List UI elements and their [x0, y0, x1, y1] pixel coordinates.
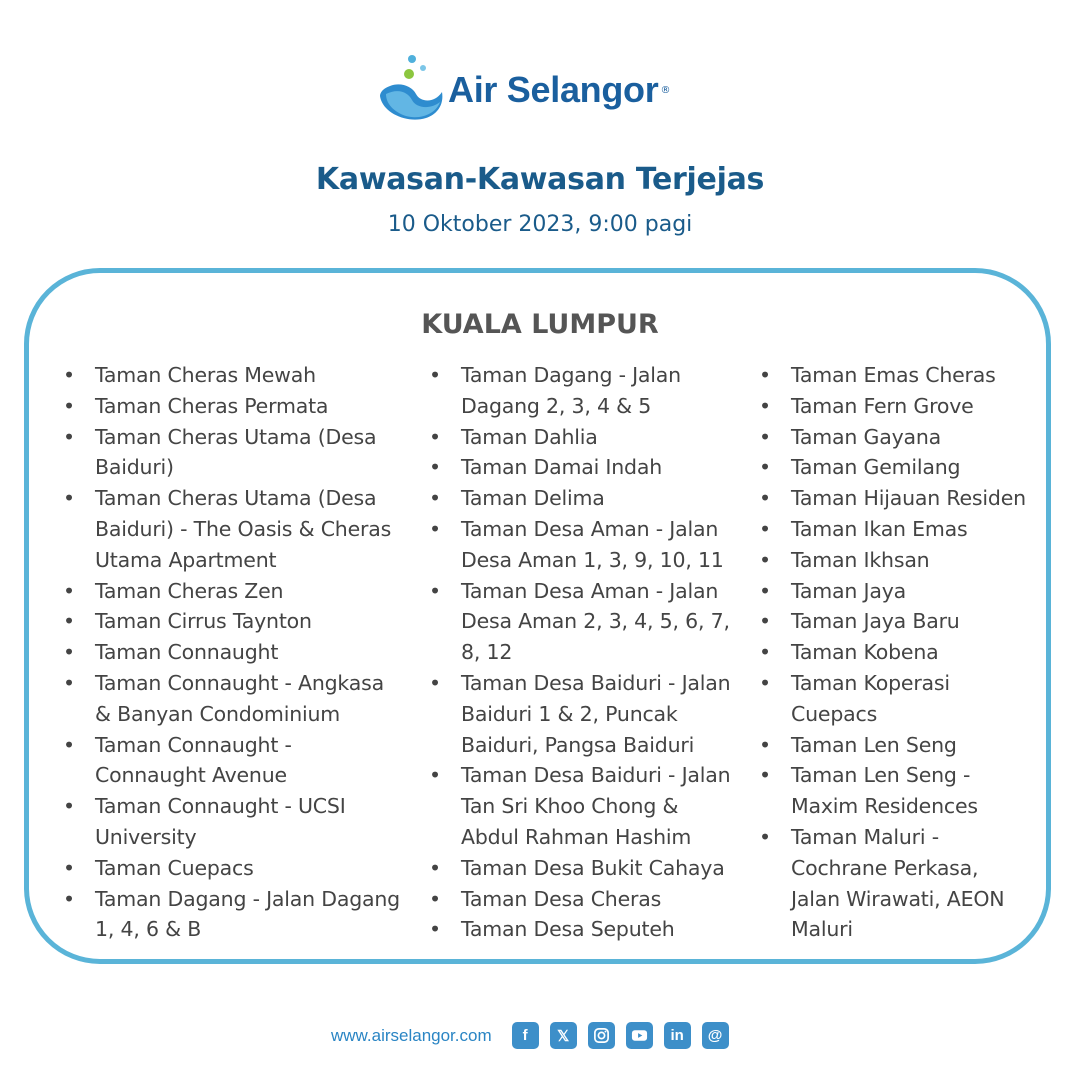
list-item: • Taman Jaya Baru [759, 606, 1029, 637]
list-item: • Taman Jaya [759, 576, 1029, 607]
area-list-column-1 [63, 360, 405, 945]
threads-icon[interactable]: @ [702, 1022, 729, 1049]
list-item: • Taman Koperasi Cuepacs [759, 668, 1029, 730]
list-item: • Taman Desa Seputeh [429, 914, 739, 945]
region-heading: KUALA LUMPUR [421, 309, 659, 340]
water-drop-logo-icon [376, 52, 446, 128]
list-item: • Taman Cheras Mewah [63, 360, 405, 391]
list-item: • Taman Emas Cheras [759, 360, 1029, 391]
list-item: • Taman Desa Baiduri - Jalan Tan Sri Khoo Chong & Abdul Rahman Hashim [429, 760, 739, 852]
list-item: • Taman Len Seng - Maxim Residences [759, 760, 1029, 822]
youtube-icon[interactable] [626, 1022, 653, 1049]
list-item: • Taman Gayana [759, 422, 1029, 453]
list-item: • Taman Desa Bukit Cahaya [429, 853, 739, 884]
area-list-column-3 [759, 360, 1029, 945]
list-item: • Taman Dahlia [429, 422, 739, 453]
list-item: • Taman Delima [429, 483, 739, 514]
list-item: • Taman Fern Grove [759, 391, 1029, 422]
list-item: • Taman Dagang - Jalan Dagang 1, 4, 6 & B [63, 884, 405, 946]
list-item: • Taman Desa Aman - Jalan Desa Aman 1, 3, 9, 10, 11 [429, 514, 739, 576]
instagram-icon[interactable] [588, 1022, 615, 1049]
footer [331, 1022, 740, 1049]
list-item: • Taman Desa Aman - Jalan Desa Aman 2, 3, 4, 5, 6, 7, 8, 12 [429, 576, 739, 668]
list-item: • Taman Hijauan Residen [759, 483, 1029, 514]
page-title: Kawasan-Kawasan Terjejas [315, 162, 765, 197]
list-item: • Taman Connaught - UCSI University [63, 791, 405, 853]
list-item: • Taman Dagang - Jalan Dagang 2, 3, 4 & 5 [429, 360, 739, 422]
list-item: • Taman Connaught - Angkasa & Banyan Condominium [63, 668, 405, 730]
list-item: • Taman Cheras Zen [63, 576, 405, 607]
list-item: • Taman Cuepacs [63, 853, 405, 884]
list-item: • Taman Desa Baiduri - Jalan Baiduri 1 & 2, Puncak Baiduri, Pangsa Baiduri [429, 668, 739, 760]
list-item: • Taman Maluri - Cochrane Perkasa, Jalan Wirawati, AEON Maluri [759, 822, 1029, 945]
page-date: 10 Oktober 2023, 9:00 pagi [387, 212, 693, 237]
linkedin-icon[interactable]: in [664, 1022, 691, 1049]
brand-logo [376, 50, 670, 130]
list-item: • Taman Cheras Utama (Desa Baiduri) [63, 422, 405, 484]
list-item: • Taman Gemilang [759, 452, 1029, 483]
list-item: • Taman Cirrus Taynton [63, 606, 405, 637]
website-link[interactable]: www.airselangor.com [331, 1025, 492, 1045]
list-item: • Taman Ikhsan [759, 545, 1029, 576]
list-item: • Taman Cheras Permata [63, 391, 405, 422]
list-item: • Taman Cheras Utama (Desa Baiduri) - The Oasis & Cheras Utama Apartment [63, 483, 405, 575]
registered-mark: ® [660, 84, 671, 96]
area-list-column-2 [429, 360, 739, 945]
list-item: • Taman Len Seng [759, 730, 1029, 761]
facebook-icon[interactable]: f [512, 1022, 539, 1049]
x-icon[interactable]: 𝕏 [550, 1022, 577, 1049]
list-item: • Taman Connaught [63, 637, 405, 668]
list-item: • Taman Kobena [759, 637, 1029, 668]
list-item: • Taman Desa Cheras [429, 884, 739, 915]
list-item: • Taman Connaught - Connaught Avenue [63, 730, 405, 792]
list-item: • Taman Damai Indah [429, 452, 739, 483]
brand-name: Air Selangor [448, 69, 659, 110]
list-item: • Taman Ikan Emas [759, 514, 1029, 545]
